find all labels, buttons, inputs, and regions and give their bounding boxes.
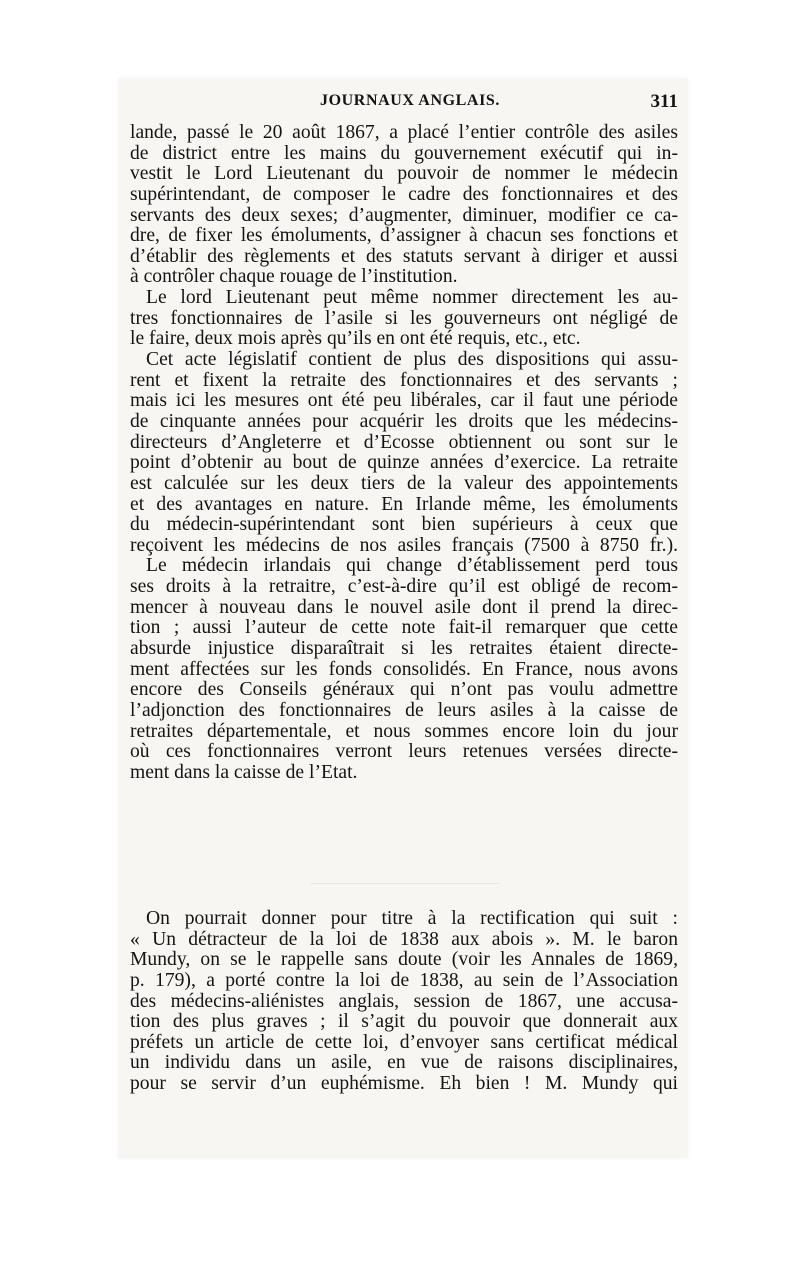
body-line: tres fonctionnaires de l’asile si les gouverneurs ont négligé de <box>130 307 678 329</box>
section-divider <box>310 883 500 884</box>
body-line: retraites départementale, et nous sommes encore loin du jour <box>130 720 678 742</box>
body-line: supérintendant, de composer le cadre des fonctionnaires et des <box>130 183 678 205</box>
rectification-line: préfets un article de cette loi, d’envoyer sans certificat médical <box>130 1031 678 1053</box>
body-text-block <box>130 123 678 784</box>
body-line: mencer à nouveau dans le nouvel asile dont il prend la direc- <box>130 596 678 618</box>
running-title: JOURNAUX ANGLAIS. <box>320 92 500 109</box>
body-line: servants des deux sexes; d’augmenter, diminuer, modifier ce ca- <box>130 204 678 226</box>
body-line: mais ici les mesures ont été peu libérales, car il faut une période <box>130 390 678 412</box>
body-line: de cinquante années pour acquérir les droits que les médecins- <box>130 410 678 432</box>
body-line: l’adjonction des fonctionnaires de leurs asiles à la caisse de <box>130 699 678 721</box>
body-line: ses droits à la retraitre, c’est-à-dire qu’il est obligé de recom- <box>130 576 678 598</box>
body-line: rent et fixent la retraite des fonctionnaires et des servants ; <box>130 369 678 391</box>
body-line: point d’obtenir au bout de quinze années d’exercice. La retraite <box>130 452 678 474</box>
rectification-line: des médecins-aliénistes anglais, session de 1867, une accusa- <box>130 990 678 1012</box>
body-line: encore des Conseils généraux qui n’ont pas voulu admettre <box>130 679 678 701</box>
body-line: ment dans la caisse de l’Etat. <box>130 761 358 783</box>
body-line: et des avantages en nature. En Irlande même, les émoluments <box>130 493 678 515</box>
rectification-line: On pourrait donner pour titre à la rectification qui suit : <box>146 908 678 929</box>
page-header <box>130 92 678 116</box>
rectification-text-block <box>130 909 678 1095</box>
body-line: le faire, deux mois après qu’ils en ont été requis, etc., etc. <box>130 328 581 350</box>
body-line: où ces fonctionnaires verront leurs retenues versées directe- <box>130 741 678 763</box>
body-line: absurde injustice disparaîtrait si les retraites étaient directe- <box>130 638 678 660</box>
body-line: lande, passé le 20 août 1867, a placé l’entier contrôle des asiles <box>130 122 678 143</box>
rectification-line: « Un détracteur de la loi de 1838 aux abois ». M. le baron <box>130 928 678 950</box>
body-line: Cet acte législatif contient de plus des dispositions qui assu- <box>146 349 678 371</box>
page-number: 311 <box>650 91 678 112</box>
rectification-line: tion des plus graves ; il s’agit du pouvoir que donnerait aux <box>130 1011 678 1033</box>
body-line: tion ; aussi l’auteur de cette note fait-il remarquer que cette <box>130 617 678 639</box>
body-line: directeurs d’Angleterre et d’Ecosse obtiennent ou sont sur le <box>130 431 678 453</box>
body-line: d’établir des règlements et des statuts servant à diriger et aussi <box>130 245 678 267</box>
body-line: reçoivent les médecins de nos asiles français (7500 à 8750 fr.). <box>130 534 678 556</box>
body-line: Le médecin irlandais qui change d’établissement perd tous <box>146 555 678 577</box>
body-line: Le lord Lieutenant peut même nommer directement les au- <box>146 287 678 309</box>
body-line: dre, de fixer les émoluments, d’assigner à chacun ses fonctions et <box>130 225 678 247</box>
body-line: à contrôler chaque rouage de l’institution. <box>130 266 458 288</box>
body-line: vestit le Lord Lieutenant du pouvoir de nommer le médecin <box>130 163 678 185</box>
body-line: de district entre les mains du gouvernement exécutif qui in- <box>130 142 678 164</box>
body-line: est calculée sur les deux tiers de la valeur des appointements <box>130 472 678 494</box>
rectification-line: pour se servir d’un euphémisme. Eh bien ! M. Mundy qui <box>130 1073 678 1095</box>
body-line: ment affectées sur les fonds consolidés. En France, nous avons <box>130 658 678 680</box>
rectification-line: Mundy, on se le rappelle sans doute (voir les Annales de 1869, <box>130 949 678 971</box>
rectification-line: un individu dans un asile, en vue de raisons disciplinaires, <box>130 1052 678 1074</box>
body-line: du médecin-supérintendant sont bien supérieurs à ceux que <box>130 514 678 536</box>
rectification-line: p. 179), a porté contre la loi de 1838, au sein de l’Association <box>130 969 678 991</box>
